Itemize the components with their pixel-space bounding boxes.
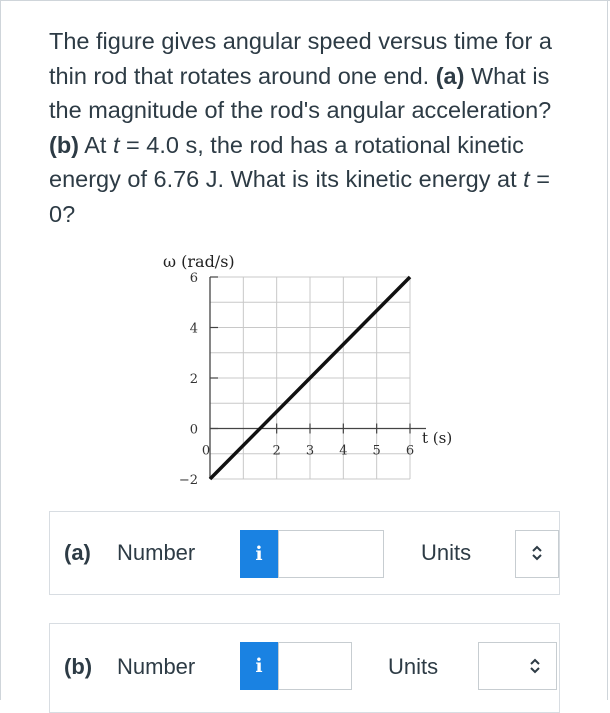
- part-a-label: (a): [64, 540, 91, 565]
- question-text: The figure gives angular speed versus time for a thin rod that rotates around one end. (a) What is the magnitude of the rod's angular acceleration? (b) At t = 4.0 s, the rod has a rotational kinetic energy of 6.76 J. What is its kinetic energy at t = 0?: [49, 28, 552, 227]
- x-tick-label: 0: [201, 443, 211, 459]
- part-b-number-label: Number: [117, 654, 196, 679]
- x-tick-label: 6: [405, 443, 415, 459]
- y-axis-label: ω (rad/s): [163, 252, 235, 271]
- x-tick-label: 2: [272, 443, 281, 459]
- x-tick-label: 5: [372, 443, 381, 459]
- part-b-label: (b): [64, 654, 93, 679]
- part-a-units-select[interactable]: [515, 530, 559, 578]
- chevron-up-down-icon: [531, 545, 543, 564]
- y-tick-label: 2: [189, 372, 198, 387]
- angular-speed-figure: [160, 245, 460, 495]
- part-a-number-label: Number: [117, 540, 196, 565]
- part-b-info-icon[interactable]: i: [240, 642, 278, 690]
- answer-row-a: [49, 511, 560, 595]
- x-tick-label: 3: [305, 443, 315, 459]
- x-axis-label: t (s): [422, 429, 453, 447]
- chart-ticks: [179, 271, 414, 488]
- chart-svg: [160, 245, 460, 495]
- x-tick-label: 4: [339, 443, 348, 459]
- part-a-units-label: Units: [421, 540, 472, 565]
- part-b-units-label: Units: [388, 654, 439, 679]
- top-divider: [0, 0, 610, 1]
- part-b-units-select[interactable]: [478, 642, 557, 690]
- y-tick-label: −2: [178, 473, 198, 488]
- part-a-number-input[interactable]: [278, 530, 384, 578]
- chevron-up-down-icon: [529, 658, 541, 679]
- part-b-number-input[interactable]: [278, 642, 352, 690]
- y-tick-label: 4: [189, 321, 198, 337]
- y-tick-label: 0: [189, 422, 198, 438]
- part-a-info-icon[interactable]: i: [240, 530, 278, 578]
- y-tick-label: 6: [189, 271, 198, 286]
